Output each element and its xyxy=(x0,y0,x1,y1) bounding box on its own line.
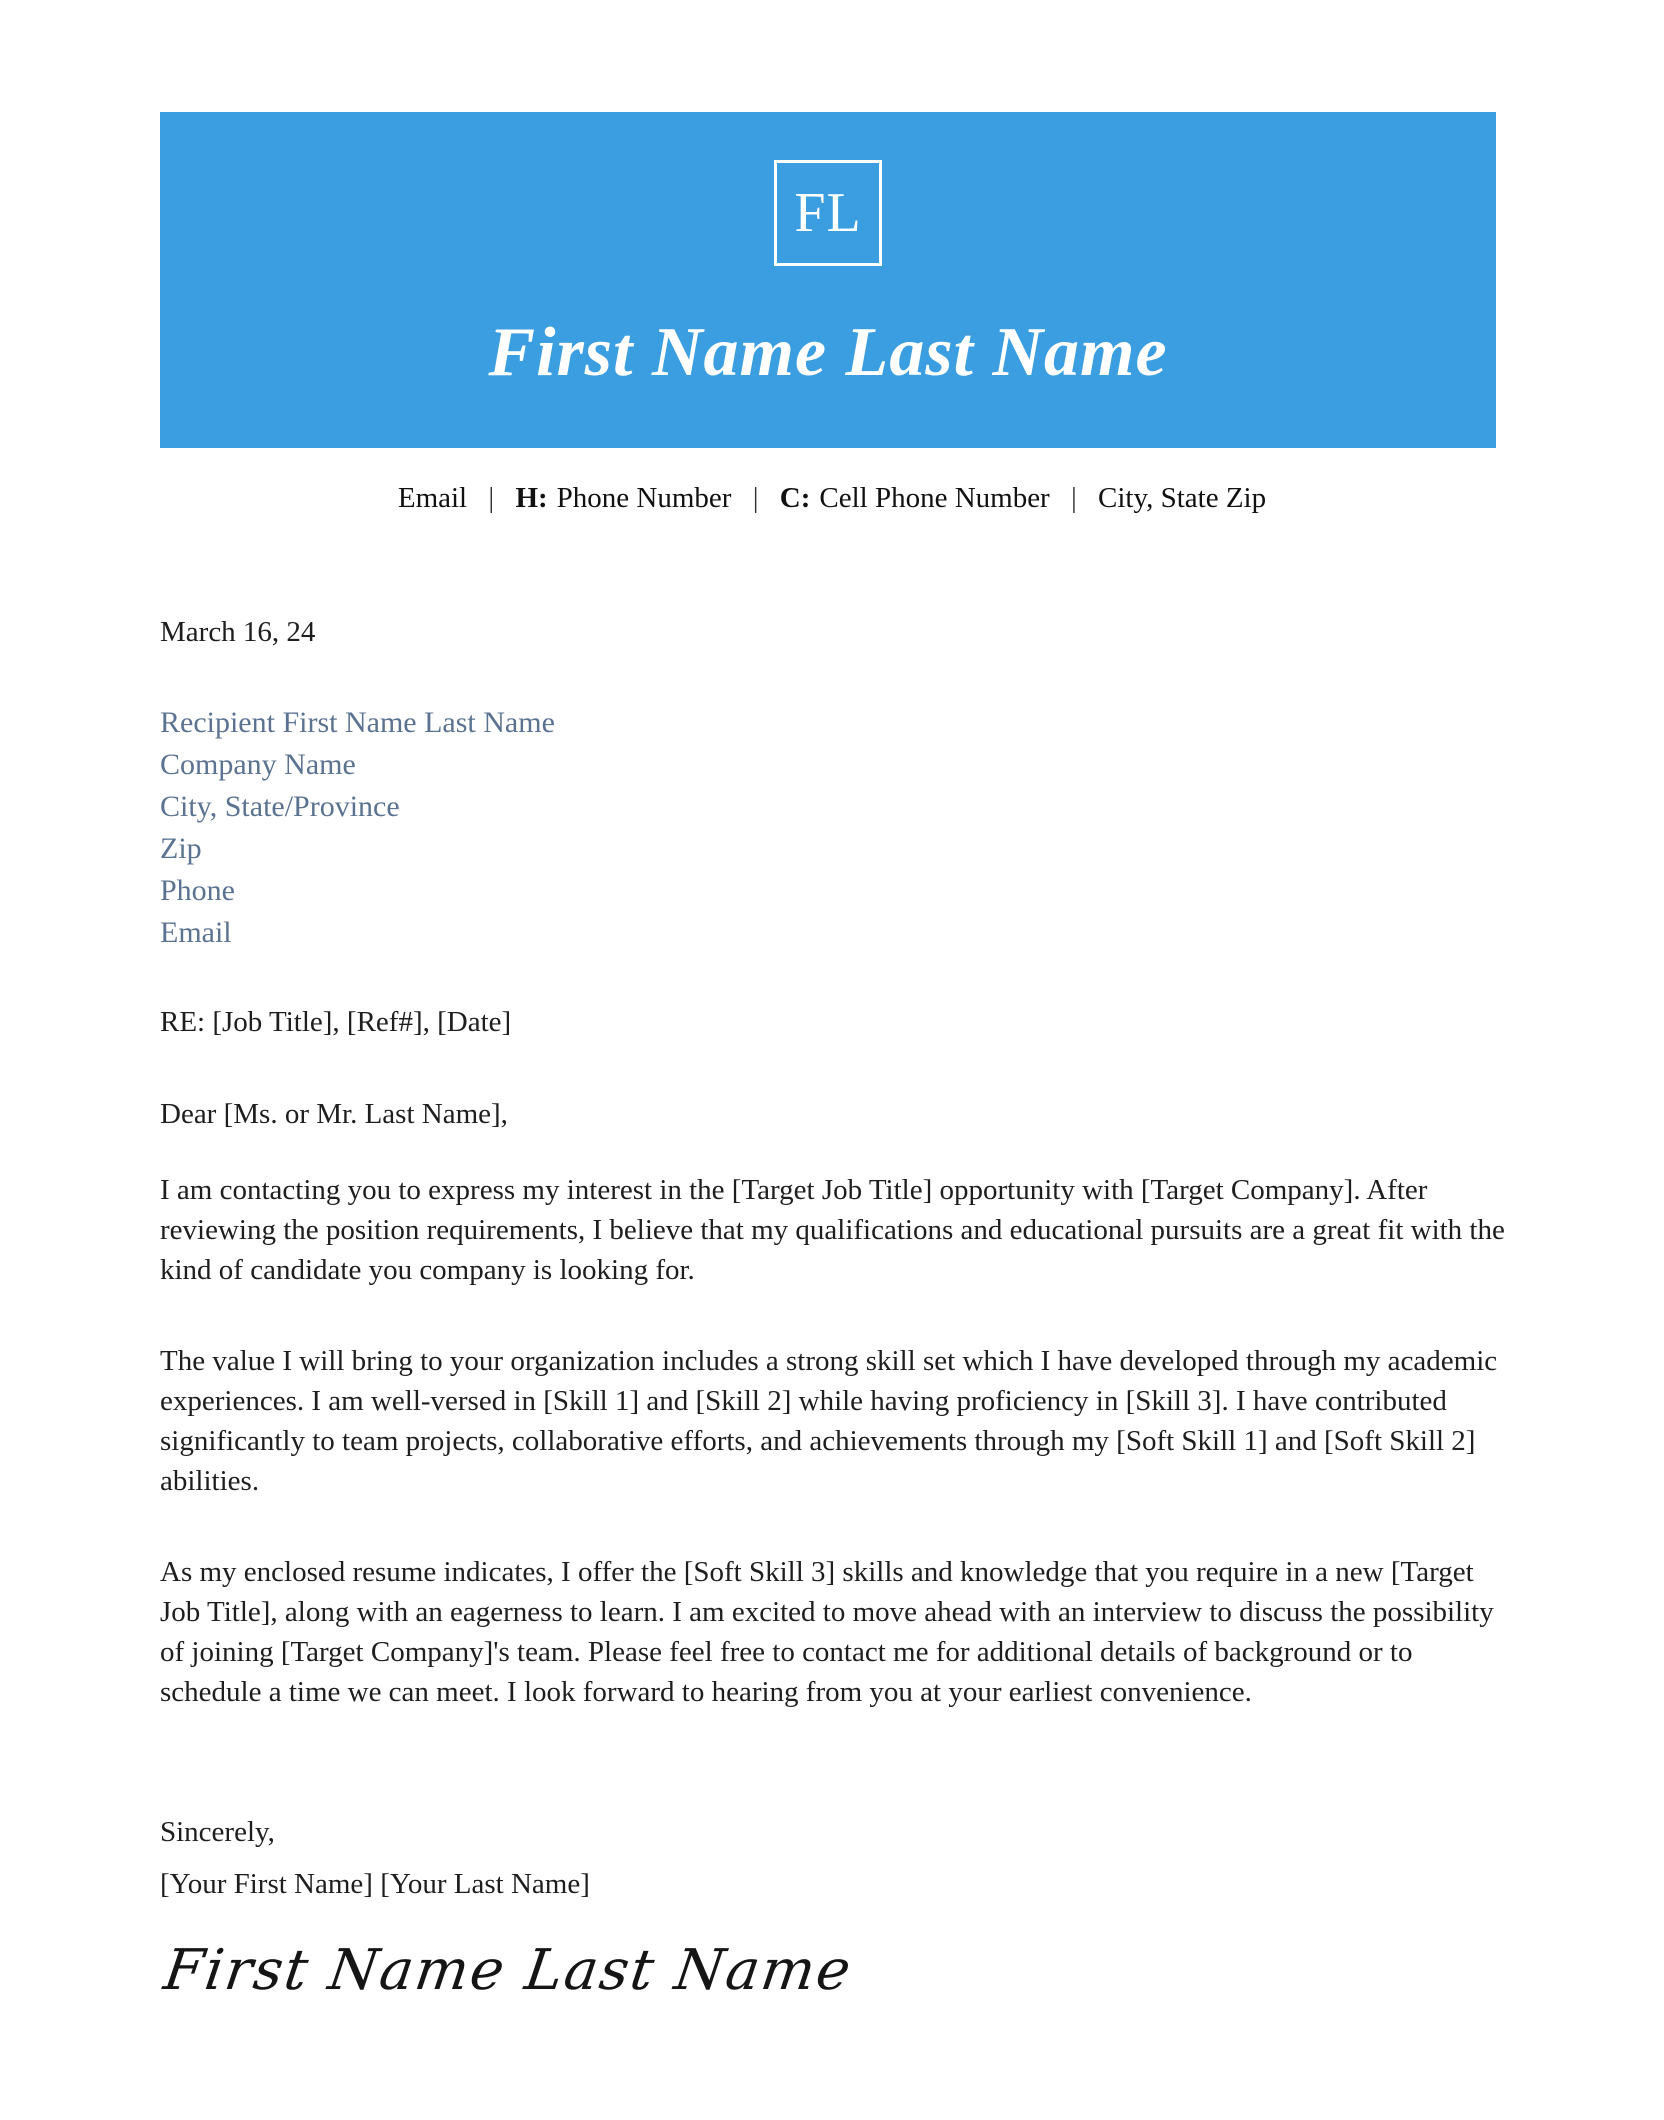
letter-date: March 16, 24 xyxy=(160,616,316,648)
cell-phone-label: C: xyxy=(779,482,811,514)
contact-location: City, State Zip xyxy=(1098,482,1267,514)
monogram-initials: FL xyxy=(794,182,862,244)
body-paragraph: I am contacting you to express my interest in the [Target Job Title] opportunity with [Target Company]. After reviewing the position requirements, I believe that my qualifications and educational pursuits are a great fit with the kind of candidate you company is looking for. xyxy=(160,1174,1505,1286)
recipient-city-line: City, State/Province xyxy=(160,790,400,823)
home-phone-value: Phone Number xyxy=(556,482,732,514)
contact-separator: | xyxy=(1070,482,1077,514)
applicant-name-title: First Name Last Name xyxy=(488,314,1168,391)
body-paragraph: The value I will bring to your organization includes a strong skill set which I have developed through my academic experiences. I am well-versed in [Skill 1] and [Skill 2] while having proficiency in [Skill 3]. I have contributed significantly to team projects, collaborative efforts, and achievements through my [Soft Skill 1] and [Soft Skill 2] abilities. xyxy=(160,1345,1498,1497)
closing-block xyxy=(160,1806,590,1910)
monogram-box xyxy=(774,160,882,266)
contact-email: Email xyxy=(397,482,468,514)
home-phone-label: H: xyxy=(515,482,548,514)
letter-body xyxy=(160,1170,1506,1712)
handwritten-signature: First Name Last Name xyxy=(160,1938,857,2003)
recipient-block xyxy=(160,702,555,954)
contact-separator: | xyxy=(752,482,759,514)
body-paragraph: As my enclosed resume indicates, I offer the [Soft Skill 3] skills and knowledge that you require in a new [Target Job Title], along with an eagerness to learn. I am excited to move ahead with an interview to discuss the possibility of joining [Target Company]'s team. Please feel free to contact me for additional details of background or to schedule a time we can meet. I look forward to hearing from you at your earliest convenience. xyxy=(160,1556,1494,1708)
typed-signature-line: [Your First Name] [Your Last Name] xyxy=(160,1868,590,1900)
contact-line xyxy=(0,482,1664,515)
cell-phone-value: Cell Phone Number xyxy=(819,482,1050,514)
recipient-company-line: Company Name xyxy=(160,748,356,781)
contact-separator: | xyxy=(488,482,495,514)
salutation: Dear [Ms. or Mr. Last Name], xyxy=(160,1098,508,1130)
recipient-name-line: Recipient First Name Last Name xyxy=(160,706,555,739)
header-band xyxy=(160,112,1496,448)
recipient-zip-line: Zip xyxy=(160,832,202,865)
recipient-phone-line: Phone xyxy=(160,874,235,907)
recipient-email-line: Email xyxy=(160,916,232,949)
re-subject-line: RE: [Job Title], [Ref#], [Date] xyxy=(160,1006,512,1038)
closing-word: Sincerely, xyxy=(160,1816,275,1848)
